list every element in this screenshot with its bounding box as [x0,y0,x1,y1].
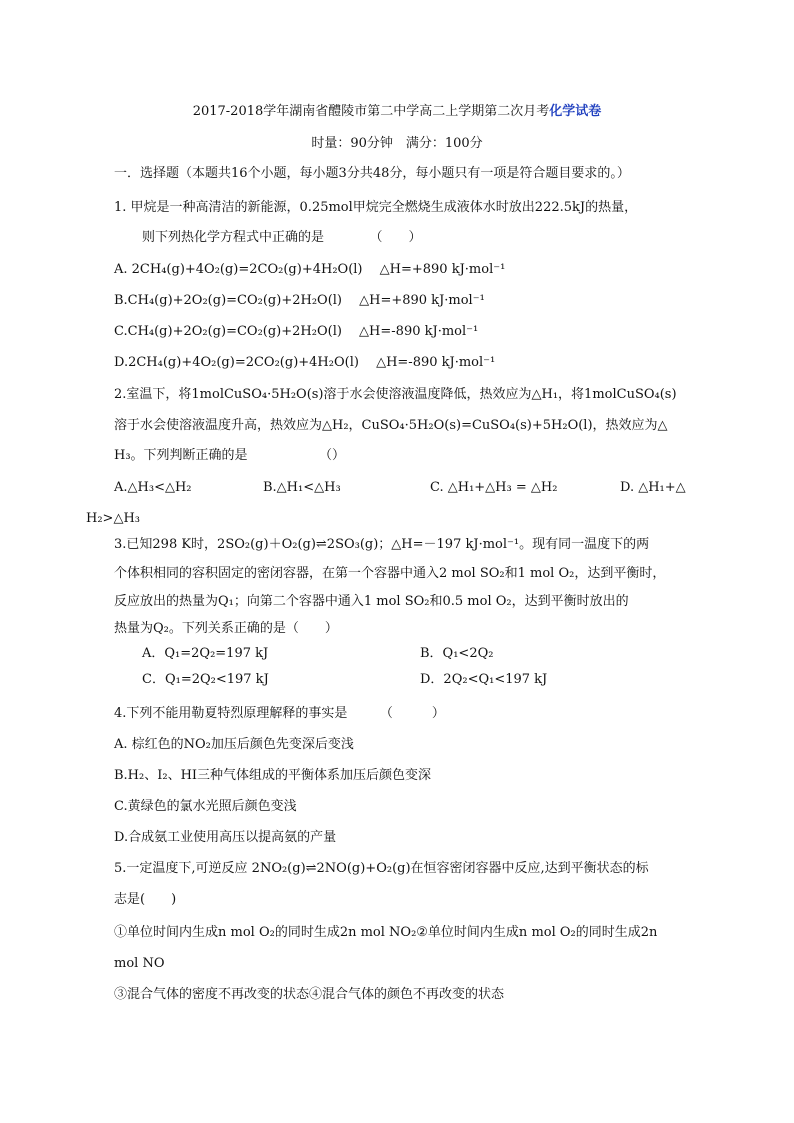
exam-meta: 时量：90分钟 满分：100分 [311,136,483,151]
q1-stem-a: 1. 甲烷是一种高清洁的新能源，0.25mol甲烷完全燃烧生成液体水时放出222.5kJ的热量， [114,200,638,215]
q5-stem-b: 志是( ) [114,892,177,907]
q3-option-c: C．Q₁=2Q₂<197 kJ [142,672,269,687]
q5-item-1-2: ①单位时间内生成n mol O₂的同时生成2n mol NO₂②单位时间内生成n mol O₂的同时生成2n [114,925,658,940]
q2-option-d-cont: H₂>△H₃ [86,511,140,526]
section-heading: 一．选择题（本题共16个小题，每小题3分共48分，每小题只有一项是符合题目要求的。） [114,166,630,181]
q4-option-a: A. 棕红色的NO₂加压后颜色先变深后变浅 [114,737,354,752]
q3-stem-a: 3.已知298 K时，2SO₂(g)＋O₂(g)⇌2SO₃(g)；△H=－197 kJ·mol⁻¹。现有同一温度下的两 [114,537,650,552]
q2-option-c: C. △H₁+△H₃ = △H₂ [430,480,558,495]
q1-option-b: B.CH₄(g)+2O₂(g)=CO₂(g)+2H₂O(l) △H=+890 kJ·mol⁻¹ [114,293,485,308]
q2-stem-a: 2.室温下，将1molCuSO₄·5H₂O(s)溶于水会使溶液温度降低，热效应为△H₁，将1molCuSO₄(s) [114,387,677,402]
exam-title-main: 2017-2018学年湖南省醴陵市第二中学高二上学期第二次月考 [192,104,550,119]
q3-option-a: A．Q₁=2Q₂=197 kJ [142,646,269,661]
q3-stem-c: 反应放出的热量为Q₁；向第二个容器中通入1 mol SO₂和0.5 mol O₂，达到平衡时放出的 [114,594,629,609]
q3-stem-d: 热量为Q₂。下列关系正确的是（ ） [114,621,338,636]
q2-stem-c: H₃。下列判断正确的是 （） [114,448,346,463]
q1-option-c: C.CH₄(g)+2O₂(g)=CO₂(g)+2H₂O(l) △H=-890 kJ·mol⁻¹ [114,324,479,339]
q1-stem-b: 则下列热化学方程式中正确的是 （ ） [142,230,422,245]
q4-option-c: C.黄绿色的氯水光照后颜色变浅 [114,799,297,814]
q1-option-a: A. 2CH₄(g)+4O₂(g)=2CO₂(g)+4H₂O(l) △H=+890 kJ·mol⁻¹ [114,262,506,277]
q3-option-b: B．Q₁<2Q₂ [420,646,494,661]
exam-title-highlight: 化学试卷 [549,104,602,119]
exam-title [0,103,794,121]
q4-option-b: B.H₂、I₂、HI三种气体组成的平衡体系加压后颜色变深 [114,768,432,783]
q3-option-d: D．2Q₂<Q₁<197 kJ [420,672,548,687]
q2-option-d: D. △H₁+△ [620,480,686,495]
q5-item-3-4: ③混合气体的密度不再改变的状态④混合气体的颜色不再改变的状态 [114,987,505,1002]
q5-item-1-2-cont: mol NO [114,956,165,971]
q2-option-b: B.△H₁<△H₃ [263,480,341,495]
q3-stem-b: 个体积相同的容积固定的密闭容器，在第一个容器中通入2 mol SO₂和1 mol O₂，达到平衡时， [114,566,666,581]
q5-stem-a: 5.一定温度下,可逆反应 2NO₂(g)⇌2NO(g)+O₂(g)在恒容密闭容器中反应,达到平衡状态的标 [114,861,649,876]
q2-option-a: A.△H₃<△H₂ [114,480,192,495]
q1-option-d: D.2CH₄(g)+4O₂(g)=2CO₂(g)+4H₂O(l) △H=-890 kJ·mol⁻¹ [114,355,496,370]
q4-stem: 4.下列不能用勒夏特烈原理解释的事实是 （ ） [114,706,445,721]
q2-stem-b: 溶于水会使溶液温度升高，热效应为△H₂，CuSO₄·5H₂O(s)=CuSO₄(s)+5H₂O(l)，热效应为△ [114,418,668,433]
q4-option-d: D.合成氨工业使用高压以提高氨的产量 [114,830,337,845]
